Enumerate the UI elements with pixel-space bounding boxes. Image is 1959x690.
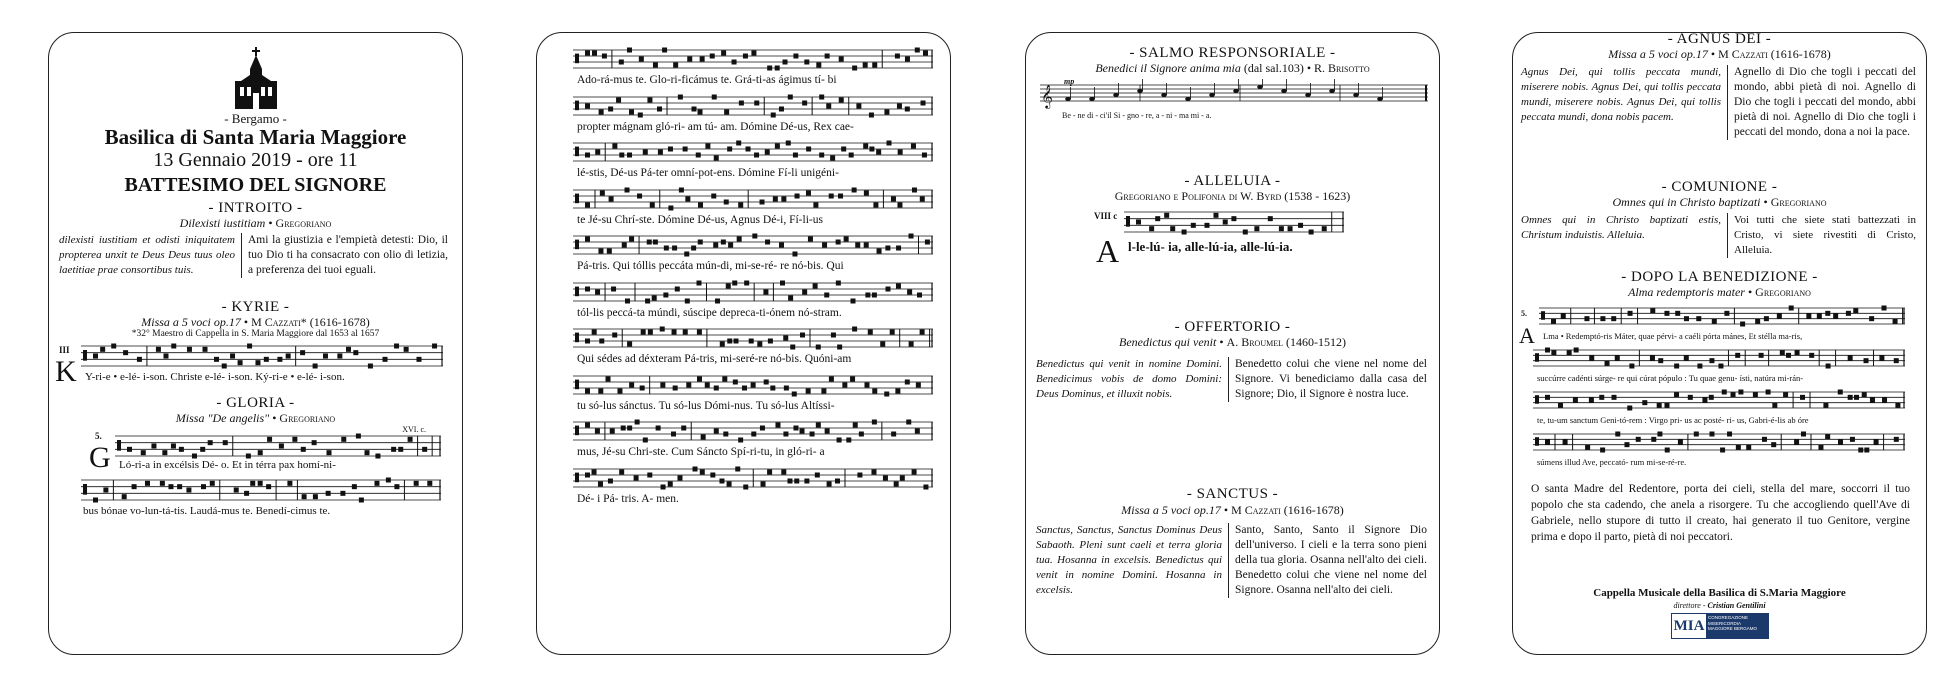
dopo-staff-2: [1533, 347, 1905, 371]
agnus-italian: Agnello di Dio che togli i peccati del mondo, abbi pietà di noi. Agnello di Dio che togli i peccati del mondo, abbi pietà di noi. Agnello di Dio che togli i peccati del mondo, dona a noi la pace.: [1734, 66, 1916, 138]
gloria-staff-11: [573, 419, 933, 445]
gloria-staff-8: [573, 280, 933, 306]
agnus-latin: Agnus Dei, qui tollis peccata mundi, miserere nobis. Agnus Dei, qui tollis peccata mundi, miserere nobis. Agnus Dei, qui tollis peccata mundi, dona nobis pacem.: [1521, 65, 1728, 140]
comunione-heading: - COMUNIONE -: [1661, 179, 1778, 195]
gloria-initial: G: [89, 441, 111, 474]
basilica-icon: [231, 47, 281, 111]
program-card-1: [48, 32, 463, 655]
gloria-staff-12: [573, 466, 933, 492]
mia-logo: [1671, 613, 1769, 639]
gloria-line-5: Pá-tris. Qui tóllis peccáta mún-di, mi-se-ré- re nó-bis. Qui: [577, 260, 844, 272]
introito-latin: dilexisti iustitiam et odisti iniquitatem propterea unxit te Deus Deus tuus oleo laetitiae prae consortibus tuis.: [59, 233, 242, 278]
gloria-heading: - GLORIA -: [216, 395, 295, 411]
gloria-staff-3: [573, 47, 933, 73]
introito-text: [59, 233, 448, 278]
gloria-line-7: Qui sédes ad déxteram Pá-tris, mi-seré-re nó-bis. Quóni-am: [577, 353, 852, 365]
gloria-lyrics-2: bus bónae vo-lun-tá-tis. Laudá-mus te. Benedí-cimus te.: [83, 505, 331, 517]
kyrie-source: Missa a 5 voci op.17 • M Cazzati* (1616-1678): [141, 315, 370, 329]
sanctus-heading: - SANCTUS -: [1186, 486, 1279, 502]
gloria-line-1: Ado-rá-mus te. Glo-ri-ficámus te. Grá-ti-as ágimus tí- bi: [577, 74, 837, 86]
gloria-staff-6: [573, 187, 933, 213]
program-card-3: [1025, 32, 1440, 655]
svg-text:𝄞: 𝄞: [1041, 86, 1053, 108]
sanctus-italian: Santo, Santo, Santo il Signore Dio dell'universo. I cieli e la terra sono pieni della tua gloria. Osanna nell'alto dei cieli. Benedetto colui che viene nel nome del Signore. Osanna nell'alto dei cieli.: [1235, 524, 1427, 596]
introito-heading: - INTROITO -: [208, 200, 303, 216]
salmo-lyrics: Be - ne di - ci'il Si - gno - re, a - ni - ma mi - a.: [1062, 111, 1212, 120]
alleluia-lyrics: l-le-lú- ia, alle-lú-ia, alle-lú-ia.: [1128, 239, 1293, 254]
kyrie-note: *32° Maestro di Cappella in S. Maria Maggiore dal 1653 al 1657: [131, 329, 380, 339]
gloria-line-9: mus, Jé-su Chri-ste. Cum Sáncto Spí-ri-tu, in gló-ri- a: [577, 446, 825, 458]
gloria-staff-5: [573, 140, 933, 166]
gloria-line-8: tu só-lus sánctus. Tu só-lus Dómi-nus. Tu só-lus Altíssi-: [577, 399, 835, 412]
kyrie-mode: III: [59, 345, 70, 355]
gloria-century: XVI. c.: [402, 425, 426, 434]
gloria-staff-1: [115, 433, 441, 461]
alleluia-heading: - ALLELUIA -: [1184, 173, 1281, 189]
comunione-text: [1521, 213, 1916, 258]
kyrie-initial: K: [55, 355, 77, 388]
comunione-source: Omnes qui in Christo baptizati • Gregoriano: [1612, 195, 1827, 209]
feast-title: BATTESIMO DEL SIGNORE: [124, 174, 387, 196]
gloria-line-6: tól-lis peccá-ta múndi, súscipe depreca-ti-ónem nó-stram.: [577, 306, 842, 319]
alleluia-mode: VIII c: [1094, 211, 1118, 221]
offertorio-text: [1036, 357, 1427, 402]
salmo-source: Benedici il Signore anima mia (dal sal.103) • R. Brisotto: [1095, 61, 1370, 75]
gloria-line-10: Dé- i Pá- tris. A- men.: [577, 492, 679, 505]
basilica-title: Basilica di Santa Maria Maggiore: [104, 125, 407, 149]
mia-logo-mark: MIA: [1672, 614, 1706, 638]
dopo-initial: A: [1519, 323, 1535, 348]
sanctus-text: [1036, 523, 1427, 598]
alleluia-initial: A: [1096, 233, 1120, 269]
sanctus-latin: Sanctus, Sanctus, Sanctus Dominus Deus Sabaoth. Pleni sunt caeli et terra gloria tua. Hosanna in excelsis. Benedictus qui venit in nomine Domini. Hosanna in excelsis.: [1036, 523, 1229, 598]
dopo-staff-4: [1533, 431, 1905, 455]
kyrie-lyrics: Y-ri-e • e-lé- i-son. Christe e-lé- i-son. Ký-ri-e • e-lé- i-son.: [85, 371, 345, 383]
gloria-staff-9: [573, 326, 933, 352]
salmo-heading: - SALMO RESPONSORIALE -: [1129, 45, 1336, 61]
date-title: 13 Gennaio 2019 - ore 11: [153, 149, 358, 171]
agnus-text: [1521, 65, 1916, 140]
alleluia-staff: [1124, 209, 1344, 237]
gloria-mode: 5.: [95, 431, 102, 441]
gloria-source: Missa "De angelis" • Gregoriano: [175, 411, 336, 425]
dopo-staff-3: [1533, 389, 1905, 413]
agnus-heading: - AGNUS DEI -: [1667, 32, 1772, 47]
gloria-line-2: propter mágnam gló-ri- am tú- am. Dómine Dé-us, Rex cae-: [577, 120, 854, 133]
introito-source: Dilexisti iustitiam • Gregoriano: [179, 216, 332, 230]
sanctus-source: Missa a 5 voci op.17 • M Cazzati (1616-1678): [1121, 503, 1344, 517]
salmo-staff: [1040, 79, 1428, 109]
offertorio-latin: Benedictus qui venit in nomine Domini. Benedicimus vobis de domo Domini: Deus Dominus, et illuxit nobis.: [1036, 357, 1229, 402]
program-card-4: [1512, 32, 1927, 655]
salmo-dynamic: mp: [1064, 77, 1075, 86]
kyrie-staff: [81, 343, 443, 371]
director-line: direttore - Cristian Gentilini: [1673, 601, 1766, 610]
comunione-italian: Voi tutti che siete stati battezzati in Cristo, vi siete rivestiti di Cristo, Alleluia.: [1734, 214, 1916, 256]
alleluia-source: Gregoriano e Polifonia di W. Byrd (1538 - 1623): [1114, 189, 1351, 203]
dopo-lyrics-4: súmens illud Ave, peccató- rum mi-se-ré-re.: [1537, 457, 1687, 467]
mia-logo-caption: CONGREGAZIONE MISERICORDIA MAGGIORE BERGAMO: [1706, 614, 1768, 638]
kyrie-heading: - KYRIE -: [221, 299, 290, 315]
choir-name: Cappella Musicale della Basilica di S.Maria Maggiore: [1593, 587, 1846, 599]
introito-italian: Ami la giustizia e l'empietà detesti: Dio, il tuo Dio ti ha consacrato con olio di letizia, a preferenza dei tuoi eguali.: [248, 234, 448, 276]
dopo-lyrics-2: succúrre cadénti súrge- re qui cúrat pópulo : Tu quae genu- ísti, natúra mi-rán-: [1537, 373, 1804, 383]
gloria-staff-4: [573, 94, 933, 120]
offertorio-italian: Benedetto colui che viene nel nome del Signore. Vi benediciamo dalla casa del Signore; Dio, il Signore è nostra luce.: [1235, 358, 1427, 400]
gloria-line-3: lé-stis, Dé-us Pá-ter omní-pot-ens. Dómine Fí-li unigéni-: [577, 167, 839, 179]
comunione-latin: Omnes qui in Christo baptizati estis, Christum induistis. Alleluia.: [1521, 213, 1728, 258]
dopo-staff-1: [1539, 305, 1905, 329]
dopo-lyrics-1: Lma • Redemptó-ris Máter, quae pérvi- a caéli pórta mánes, Et stélla ma-ris,: [1543, 331, 1803, 341]
program-card-2: [536, 32, 951, 655]
gloria-staff-2: [81, 477, 441, 505]
offertorio-heading: - OFFERTORIO -: [1174, 319, 1291, 335]
gloria-staff-10: [573, 373, 933, 399]
gloria-line-4: te Jé-su Chrí-ste. Dómine Dé-us, Agnus Dé-i, Fí-li-us: [577, 213, 823, 226]
gloria-staff-7: [573, 233, 933, 259]
dopo-heading: - DOPO LA BENEDIZIONE -: [1621, 269, 1818, 285]
agnus-source: Missa a 5 voci op.17 • M Cazzati (1616-1678): [1608, 47, 1831, 61]
dopo-source: Alma redemptoris mater • Gregoriano: [1628, 285, 1811, 299]
dopo-lyrics-3: te, tu-um sanctum Geni-tó-rem : Virgo pri- us ac posté- ri- us, Gabri-é-lis ab óre: [1537, 415, 1809, 425]
dopo-italian: O santa Madre del Redentore, porta dei cieli, stella del mare, soccorri il tuo popolo che sta cadendo, che anela a risorgere. Tu che accogliendo quell'Ave di Gabriele, nello stupore di tutto il creato, hai generato il tuo Genitore, vergine prima e dopo il parto, pietà di noi peccatori.: [1531, 483, 1910, 543]
gloria-lyrics-1: Ló-ri-a in excélsis Dé- o. Et in térra pax homí-ni-: [119, 459, 336, 471]
dopo-mode: 5.: [1521, 309, 1527, 318]
city-label: - Bergamo -: [224, 111, 287, 126]
offertorio-source: Benedictus qui venit • A. Broumel (1460-1512): [1119, 335, 1346, 349]
